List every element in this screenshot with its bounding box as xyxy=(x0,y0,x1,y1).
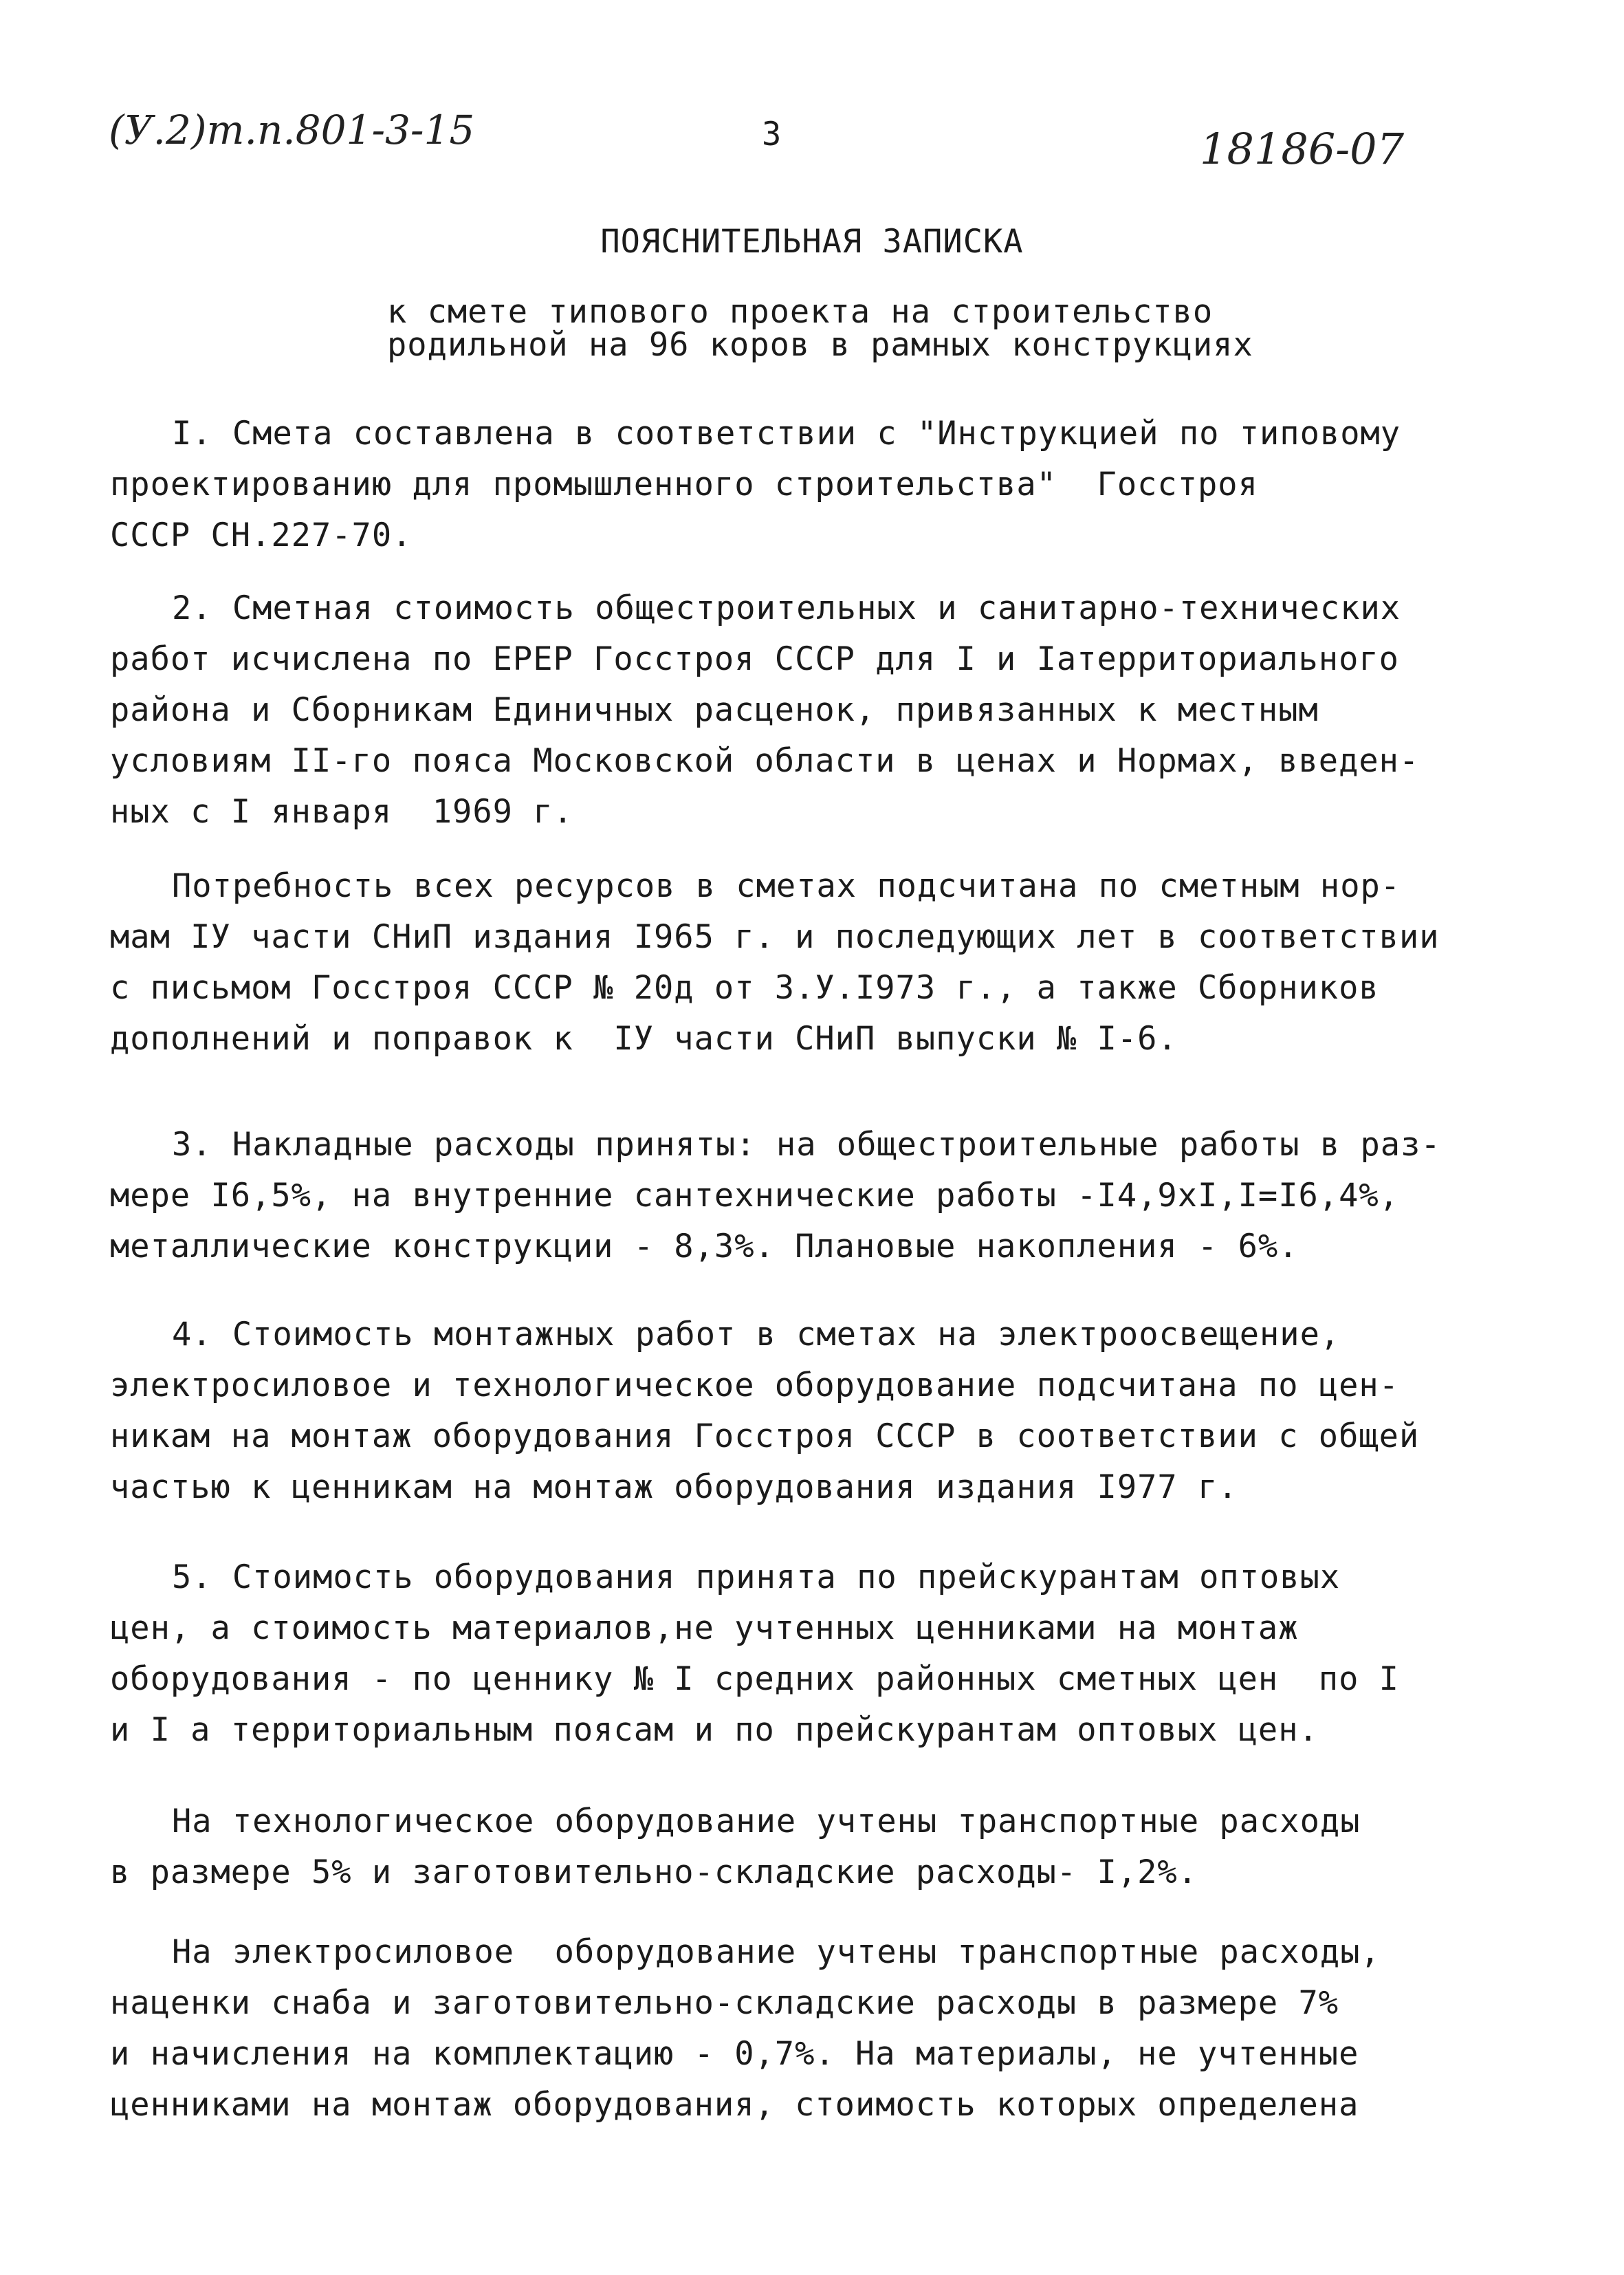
paragraph-1-line: СССР СН.227-70. xyxy=(110,516,413,554)
paragraph-3-line: мам IУ части СНиП издания I965 г. и последующих лет в соответствии xyxy=(110,918,1440,956)
subtitle-line: к смете типового проекта на строительство xyxy=(387,293,1214,331)
paragraph-6-line: 5. Стоимость оборудования принята по прейскурантам оптовых xyxy=(172,1558,1341,1596)
paragraph-7-line: На технологическое оборудование учтены транспортные расходы xyxy=(172,1803,1361,1840)
paragraph-3-line: дополнений и поправок к IУ части СНиП выпуски № I-6. xyxy=(110,1020,1178,1058)
paragraph-3-line: Потребность всех ресурсов в сметах подсчитана по сметным нор- xyxy=(172,867,1401,905)
paragraph-4-line: мере I6,5%, на внутренние сантехнические работы -I4,9хI,I=I6,4%, xyxy=(110,1177,1399,1215)
paragraph-2-line: условиям II-го пояса Московской области в ценах и Нормах, введен- xyxy=(110,742,1420,780)
document-code-right: 18186-07 xyxy=(1200,124,1405,174)
paragraph-5-line: частью к ценникам на монтаж оборудования издания I977 г. xyxy=(110,1468,1238,1506)
paragraph-1-line: I. Смета составлена в соответствии с "Инструкцией по типовому xyxy=(172,415,1401,453)
paragraph-2-line: работ исчислена по ЕРЕР Госстроя СССР для I и Iатерриториального xyxy=(110,640,1399,678)
paragraph-4-line: 3. Накладные расходы приняты: на общестроительные работы в раз- xyxy=(172,1126,1441,1164)
paragraph-6-line: и I а территориальным поясам и по прейскурантам оптовых цен. xyxy=(110,1711,1319,1749)
paragraph-2-line: 2. Сметная стоимость общестроительных и санитарно-технических xyxy=(172,589,1401,627)
paragraph-7-line: в размере 5% и заготовительно-складские расходы- I,2%. xyxy=(110,1853,1198,1891)
paragraph-2-line: района и Сборникам Единичных расценок, привязанных к местным xyxy=(110,691,1319,729)
paragraph-2-line: ных с I января 1969 г. xyxy=(110,793,573,831)
document-code-left: (У.2)т.п.801-3-15 xyxy=(109,107,475,153)
paragraph-6-line: оборудования - по ценнику № I средних районных сметных цен по I xyxy=(110,1660,1399,1698)
paragraph-8-line: наценки снаба и заготовительно-складские расходы в размере 7% xyxy=(110,1984,1339,2022)
paragraph-5-line: электросиловое и технологическое оборудование подсчитана по цен- xyxy=(110,1367,1399,1404)
paragraph-4-line: металлические конструкции - 8,3%. Плановые накопления - 6%. xyxy=(110,1228,1299,1265)
paragraph-5-line: 4. Стоимость монтажных работ в сметах на электроосвещение, xyxy=(172,1316,1341,1353)
paragraph-8-line: ценниками на монтаж оборудования, стоимость которых определена xyxy=(110,2086,1359,2124)
paragraph-1-line: проектированию для промышленного строительства" Госстроя xyxy=(110,466,1258,503)
paragraph-8-line: На электросиловое оборудование учтены транспортные расходы, xyxy=(172,1933,1381,1971)
paragraph-3-line: с письмом Госстроя СССР № 20д от 3.У.I973 г., а также Сборников xyxy=(110,969,1379,1007)
page-number: 3 xyxy=(762,116,782,153)
paragraph-6-line: цен, а стоимость материалов,не учтенных ценниками на монтаж xyxy=(110,1609,1299,1647)
page-title: ПОЯСНИТЕЛЬНАЯ ЗАПИСКА xyxy=(600,223,1024,261)
paragraph-5-line: никам на монтаж оборудования Госстроя СССР в соответствии с общей xyxy=(110,1417,1420,1455)
subtitle-line: родильной на 96 коров в рамных конструкциях xyxy=(387,326,1253,364)
paragraph-8-line: и начисления на комплектацию - 0,7%. На материалы, не учтенные xyxy=(110,2035,1359,2073)
